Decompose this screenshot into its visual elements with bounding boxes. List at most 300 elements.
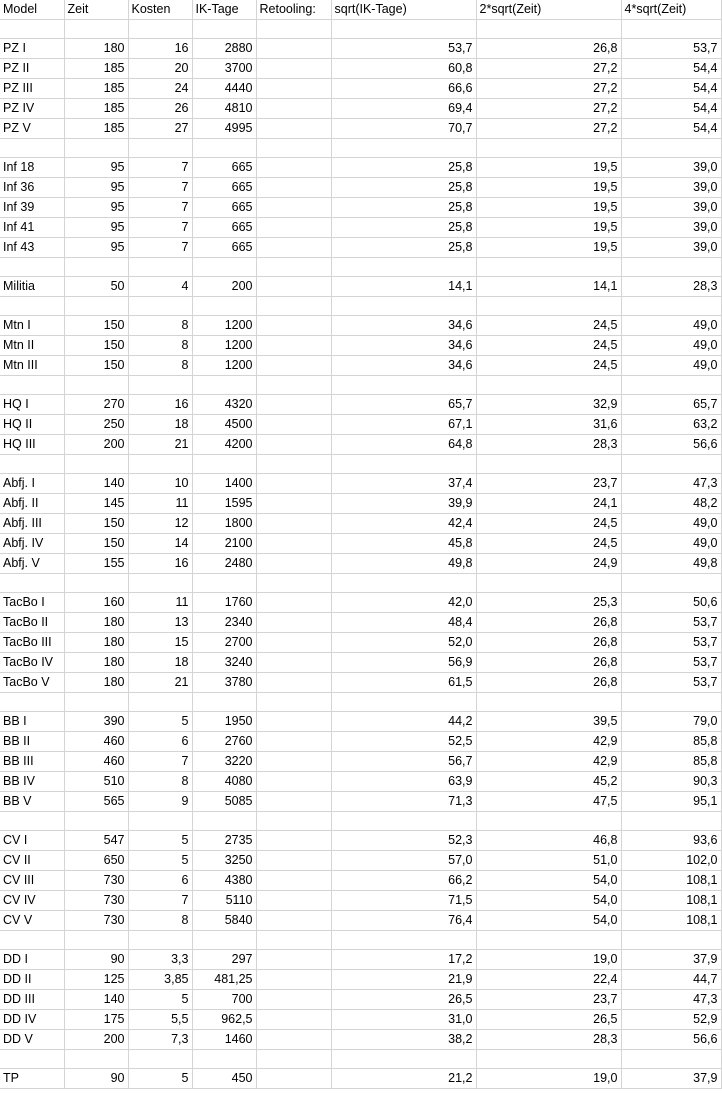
- cell-sqrt-ik-tage[interactable]: 69,4: [331, 99, 476, 119]
- cell-zeit[interactable]: 95: [64, 178, 128, 198]
- cell-zeit[interactable]: 390: [64, 712, 128, 732]
- cell-2-sqrt-zeit[interactable]: 19,0: [476, 1069, 621, 1089]
- cell-ik-tage[interactable]: 2480: [192, 554, 256, 574]
- cell-ik-tage[interactable]: 2735: [192, 831, 256, 851]
- cell-zeit[interactable]: 200: [64, 1030, 128, 1050]
- cell-4-sqrt-zeit[interactable]: 49,0: [621, 514, 721, 534]
- cell-retooling[interactable]: [256, 218, 331, 238]
- cell-4-sqrt-zeit[interactable]: 54,4: [621, 119, 721, 139]
- cell-4-sqrt-zeit[interactable]: 47,3: [621, 474, 721, 494]
- cell-zeit[interactable]: 150: [64, 356, 128, 376]
- cell-sqrt-ik-tage[interactable]: 42,4: [331, 514, 476, 534]
- cell-model[interactable]: Inf 41: [0, 218, 64, 238]
- cell-ik-tage[interactable]: 2760: [192, 732, 256, 752]
- cell-4-sqrt-zeit[interactable]: [621, 574, 721, 593]
- cell-retooling[interactable]: [256, 911, 331, 931]
- cell-kosten[interactable]: 16: [128, 39, 192, 59]
- cell-kosten[interactable]: 8: [128, 316, 192, 336]
- cell-kosten[interactable]: 20: [128, 59, 192, 79]
- cell-retooling[interactable]: [256, 474, 331, 494]
- cell-ik-tage[interactable]: 665: [192, 158, 256, 178]
- cell-kosten[interactable]: 5: [128, 851, 192, 871]
- cell-ik-tage[interactable]: 1595: [192, 494, 256, 514]
- cell-kosten[interactable]: [128, 455, 192, 474]
- cell-2-sqrt-zeit[interactable]: 24,5: [476, 514, 621, 534]
- cell-2-sqrt-zeit[interactable]: 19,0: [476, 950, 621, 970]
- cell-retooling[interactable]: [256, 277, 331, 297]
- cell-retooling[interactable]: [256, 238, 331, 258]
- cell-model[interactable]: Inf 39: [0, 198, 64, 218]
- cell-kosten[interactable]: 6: [128, 732, 192, 752]
- cell-sqrt-ik-tage[interactable]: 25,8: [331, 238, 476, 258]
- cell-ik-tage[interactable]: [192, 20, 256, 39]
- cell-zeit[interactable]: [64, 258, 128, 277]
- cell-model[interactable]: BB V: [0, 792, 64, 812]
- cell-2-sqrt-zeit[interactable]: 22,4: [476, 970, 621, 990]
- cell-zeit[interactable]: 185: [64, 59, 128, 79]
- cell-sqrt-ik-tage[interactable]: 34,6: [331, 356, 476, 376]
- cell-zeit[interactable]: 250: [64, 415, 128, 435]
- cell-2-sqrt-zeit[interactable]: 47,5: [476, 792, 621, 812]
- cell-kosten[interactable]: 7: [128, 198, 192, 218]
- cell-sqrt-ik-tage[interactable]: 56,9: [331, 653, 476, 673]
- cell-ik-tage[interactable]: 665: [192, 218, 256, 238]
- cell-model[interactable]: TacBo I: [0, 593, 64, 613]
- cell-zeit[interactable]: 547: [64, 831, 128, 851]
- cell-4-sqrt-zeit[interactable]: 39,0: [621, 158, 721, 178]
- cell-retooling[interactable]: [256, 1010, 331, 1030]
- cell-kosten[interactable]: 14: [128, 534, 192, 554]
- header-cell-sqrt-ik-tage[interactable]: sqrt(IK-Tage): [331, 0, 476, 20]
- cell-kosten[interactable]: [128, 693, 192, 712]
- cell-zeit[interactable]: 650: [64, 851, 128, 871]
- cell-4-sqrt-zeit[interactable]: 53,7: [621, 653, 721, 673]
- cell-kosten[interactable]: 21: [128, 673, 192, 693]
- cell-retooling[interactable]: [256, 376, 331, 395]
- cell-ik-tage[interactable]: [192, 376, 256, 395]
- cell-2-sqrt-zeit[interactable]: 27,2: [476, 59, 621, 79]
- cell-model[interactable]: PZ II: [0, 59, 64, 79]
- cell-sqrt-ik-tage[interactable]: 52,5: [331, 732, 476, 752]
- cell-zeit[interactable]: [64, 20, 128, 39]
- cell-retooling[interactable]: [256, 772, 331, 792]
- cell-4-sqrt-zeit[interactable]: [621, 139, 721, 158]
- cell-ik-tage[interactable]: 1200: [192, 356, 256, 376]
- cell-2-sqrt-zeit[interactable]: 46,8: [476, 831, 621, 851]
- cell-retooling[interactable]: [256, 732, 331, 752]
- cell-retooling[interactable]: [256, 950, 331, 970]
- cell-4-sqrt-zeit[interactable]: 53,7: [621, 633, 721, 653]
- cell-ik-tage[interactable]: 1760: [192, 593, 256, 613]
- cell-4-sqrt-zeit[interactable]: 56,6: [621, 1030, 721, 1050]
- cell-kosten[interactable]: 8: [128, 336, 192, 356]
- cell-2-sqrt-zeit[interactable]: 54,0: [476, 891, 621, 911]
- header-cell-4-sqrt-zeit[interactable]: 4*sqrt(Zeit): [621, 0, 721, 20]
- cell-sqrt-ik-tage[interactable]: 34,6: [331, 336, 476, 356]
- cell-sqrt-ik-tage[interactable]: 14,1: [331, 277, 476, 297]
- cell-4-sqrt-zeit[interactable]: 63,2: [621, 415, 721, 435]
- cell-kosten[interactable]: 4: [128, 277, 192, 297]
- cell-2-sqrt-zeit[interactable]: 19,5: [476, 238, 621, 258]
- cell-zeit[interactable]: 95: [64, 198, 128, 218]
- cell-zeit[interactable]: 730: [64, 891, 128, 911]
- cell-kosten[interactable]: 18: [128, 653, 192, 673]
- cell-4-sqrt-zeit[interactable]: 48,2: [621, 494, 721, 514]
- cell-zeit[interactable]: [64, 376, 128, 395]
- cell-model[interactable]: [0, 139, 64, 158]
- cell-zeit[interactable]: 460: [64, 752, 128, 772]
- cell-zeit[interactable]: [64, 693, 128, 712]
- cell-ik-tage[interactable]: 4995: [192, 119, 256, 139]
- cell-2-sqrt-zeit[interactable]: 39,5: [476, 712, 621, 732]
- cell-model[interactable]: Abfj. II: [0, 494, 64, 514]
- cell-model[interactable]: PZ IV: [0, 99, 64, 119]
- cell-2-sqrt-zeit[interactable]: [476, 812, 621, 831]
- cell-kosten[interactable]: 7: [128, 218, 192, 238]
- cell-sqrt-ik-tage[interactable]: [331, 931, 476, 950]
- cell-ik-tage[interactable]: 962,5: [192, 1010, 256, 1030]
- cell-retooling[interactable]: [256, 653, 331, 673]
- cell-kosten[interactable]: 27: [128, 119, 192, 139]
- cell-zeit[interactable]: [64, 139, 128, 158]
- cell-ik-tage[interactable]: 481,25: [192, 970, 256, 990]
- cell-2-sqrt-zeit[interactable]: 19,5: [476, 218, 621, 238]
- cell-4-sqrt-zeit[interactable]: 79,0: [621, 712, 721, 732]
- cell-sqrt-ik-tage[interactable]: 53,7: [331, 39, 476, 59]
- cell-retooling[interactable]: [256, 435, 331, 455]
- cell-retooling[interactable]: [256, 593, 331, 613]
- cell-zeit[interactable]: 125: [64, 970, 128, 990]
- cell-retooling[interactable]: [256, 831, 331, 851]
- cell-model[interactable]: [0, 812, 64, 831]
- cell-sqrt-ik-tage[interactable]: 25,8: [331, 178, 476, 198]
- cell-sqrt-ik-tage[interactable]: 52,0: [331, 633, 476, 653]
- cell-kosten[interactable]: 8: [128, 911, 192, 931]
- cell-sqrt-ik-tage[interactable]: 64,8: [331, 435, 476, 455]
- cell-kosten[interactable]: [128, 376, 192, 395]
- cell-model[interactable]: [0, 693, 64, 712]
- cell-model[interactable]: CV III: [0, 871, 64, 891]
- cell-sqrt-ik-tage[interactable]: [331, 139, 476, 158]
- cell-zeit[interactable]: [64, 297, 128, 316]
- cell-sqrt-ik-tage[interactable]: [331, 693, 476, 712]
- cell-kosten[interactable]: 21: [128, 435, 192, 455]
- cell-sqrt-ik-tage[interactable]: 39,9: [331, 494, 476, 514]
- cell-sqrt-ik-tage[interactable]: 42,0: [331, 593, 476, 613]
- cell-4-sqrt-zeit[interactable]: 90,3: [621, 772, 721, 792]
- cell-2-sqrt-zeit[interactable]: 24,9: [476, 554, 621, 574]
- cell-sqrt-ik-tage[interactable]: [331, 297, 476, 316]
- cell-2-sqrt-zeit[interactable]: [476, 1050, 621, 1069]
- cell-4-sqrt-zeit[interactable]: [621, 693, 721, 712]
- cell-model[interactable]: DD II: [0, 970, 64, 990]
- cell-2-sqrt-zeit[interactable]: [476, 258, 621, 277]
- cell-4-sqrt-zeit[interactable]: 85,8: [621, 732, 721, 752]
- cell-retooling[interactable]: [256, 158, 331, 178]
- cell-ik-tage[interactable]: 2100: [192, 534, 256, 554]
- cell-model[interactable]: Mtn III: [0, 356, 64, 376]
- cell-4-sqrt-zeit[interactable]: [621, 931, 721, 950]
- cell-zeit[interactable]: [64, 1050, 128, 1069]
- cell-retooling[interactable]: [256, 356, 331, 376]
- cell-4-sqrt-zeit[interactable]: 108,1: [621, 891, 721, 911]
- cell-kosten[interactable]: 9: [128, 792, 192, 812]
- cell-sqrt-ik-tage[interactable]: 21,2: [331, 1069, 476, 1089]
- cell-zeit[interactable]: 180: [64, 39, 128, 59]
- cell-retooling[interactable]: [256, 258, 331, 277]
- cell-4-sqrt-zeit[interactable]: 47,3: [621, 990, 721, 1010]
- cell-ik-tage[interactable]: 4320: [192, 395, 256, 415]
- cell-sqrt-ik-tage[interactable]: 25,8: [331, 198, 476, 218]
- cell-kosten[interactable]: 3,85: [128, 970, 192, 990]
- cell-2-sqrt-zeit[interactable]: 54,0: [476, 911, 621, 931]
- cell-2-sqrt-zeit[interactable]: 24,5: [476, 356, 621, 376]
- cell-retooling[interactable]: [256, 970, 331, 990]
- cell-model[interactable]: Mtn II: [0, 336, 64, 356]
- cell-2-sqrt-zeit[interactable]: 26,8: [476, 653, 621, 673]
- cell-4-sqrt-zeit[interactable]: 28,3: [621, 277, 721, 297]
- cell-ik-tage[interactable]: 665: [192, 198, 256, 218]
- cell-model[interactable]: TacBo V: [0, 673, 64, 693]
- cell-2-sqrt-zeit[interactable]: 54,0: [476, 871, 621, 891]
- cell-sqrt-ik-tage[interactable]: [331, 376, 476, 395]
- cell-2-sqrt-zeit[interactable]: 24,5: [476, 316, 621, 336]
- cell-retooling[interactable]: [256, 178, 331, 198]
- cell-ik-tage[interactable]: 450: [192, 1069, 256, 1089]
- cell-kosten[interactable]: 16: [128, 395, 192, 415]
- header-cell-ik-tage[interactable]: IK-Tage: [192, 0, 256, 20]
- cell-ik-tage[interactable]: [192, 1050, 256, 1069]
- cell-model[interactable]: [0, 455, 64, 474]
- cell-sqrt-ik-tage[interactable]: 48,4: [331, 613, 476, 633]
- cell-sqrt-ik-tage[interactable]: 76,4: [331, 911, 476, 931]
- header-cell-model[interactable]: Model: [0, 0, 64, 20]
- cell-ik-tage[interactable]: 3240: [192, 653, 256, 673]
- cell-retooling[interactable]: [256, 336, 331, 356]
- cell-sqrt-ik-tage[interactable]: 56,7: [331, 752, 476, 772]
- cell-retooling[interactable]: [256, 415, 331, 435]
- cell-kosten[interactable]: 5: [128, 831, 192, 851]
- cell-kosten[interactable]: 5: [128, 712, 192, 732]
- cell-model[interactable]: Inf 43: [0, 238, 64, 258]
- cell-sqrt-ik-tage[interactable]: 21,9: [331, 970, 476, 990]
- cell-retooling[interactable]: [256, 712, 331, 732]
- cell-kosten[interactable]: 5,5: [128, 1010, 192, 1030]
- cell-zeit[interactable]: 180: [64, 633, 128, 653]
- cell-model[interactable]: TacBo III: [0, 633, 64, 653]
- cell-kosten[interactable]: 8: [128, 772, 192, 792]
- cell-2-sqrt-zeit[interactable]: 19,5: [476, 198, 621, 218]
- cell-model[interactable]: [0, 1050, 64, 1069]
- cell-2-sqrt-zeit[interactable]: 51,0: [476, 851, 621, 871]
- cell-4-sqrt-zeit[interactable]: 39,0: [621, 238, 721, 258]
- cell-ik-tage[interactable]: 1200: [192, 316, 256, 336]
- cell-2-sqrt-zeit[interactable]: 27,2: [476, 119, 621, 139]
- cell-4-sqrt-zeit[interactable]: 53,7: [621, 613, 721, 633]
- cell-zeit[interactable]: 185: [64, 119, 128, 139]
- cell-model[interactable]: [0, 574, 64, 593]
- cell-2-sqrt-zeit[interactable]: [476, 297, 621, 316]
- cell-ik-tage[interactable]: 4200: [192, 435, 256, 455]
- cell-ik-tage[interactable]: 297: [192, 950, 256, 970]
- cell-ik-tage[interactable]: [192, 812, 256, 831]
- cell-2-sqrt-zeit[interactable]: 26,8: [476, 39, 621, 59]
- cell-sqrt-ik-tage[interactable]: 26,5: [331, 990, 476, 1010]
- cell-model[interactable]: [0, 20, 64, 39]
- cell-sqrt-ik-tage[interactable]: 71,5: [331, 891, 476, 911]
- cell-retooling[interactable]: [256, 1050, 331, 1069]
- cell-kosten[interactable]: 8: [128, 356, 192, 376]
- cell-kosten[interactable]: 6: [128, 871, 192, 891]
- cell-2-sqrt-zeit[interactable]: 42,9: [476, 752, 621, 772]
- cell-zeit[interactable]: 730: [64, 871, 128, 891]
- cell-model[interactable]: [0, 258, 64, 277]
- cell-4-sqrt-zeit[interactable]: [621, 1050, 721, 1069]
- cell-model[interactable]: PZ III: [0, 79, 64, 99]
- cell-kosten[interactable]: 7: [128, 158, 192, 178]
- cell-4-sqrt-zeit[interactable]: [621, 297, 721, 316]
- cell-2-sqrt-zeit[interactable]: [476, 376, 621, 395]
- cell-retooling[interactable]: [256, 931, 331, 950]
- cell-retooling[interactable]: [256, 99, 331, 119]
- cell-ik-tage[interactable]: 5085: [192, 792, 256, 812]
- cell-ik-tage[interactable]: 2880: [192, 39, 256, 59]
- cell-sqrt-ik-tage[interactable]: 67,1: [331, 415, 476, 435]
- cell-model[interactable]: TacBo IV: [0, 653, 64, 673]
- cell-model[interactable]: HQ III: [0, 435, 64, 455]
- cell-model[interactable]: DD I: [0, 950, 64, 970]
- cell-2-sqrt-zeit[interactable]: 42,9: [476, 732, 621, 752]
- cell-2-sqrt-zeit[interactable]: 26,8: [476, 613, 621, 633]
- cell-zeit[interactable]: 155: [64, 554, 128, 574]
- cell-sqrt-ik-tage[interactable]: 66,2: [331, 871, 476, 891]
- cell-model[interactable]: CV V: [0, 911, 64, 931]
- cell-sqrt-ik-tage[interactable]: 25,8: [331, 158, 476, 178]
- cell-model[interactable]: Militia: [0, 277, 64, 297]
- cell-ik-tage[interactable]: [192, 455, 256, 474]
- cell-kosten[interactable]: [128, 931, 192, 950]
- cell-2-sqrt-zeit[interactable]: 28,3: [476, 435, 621, 455]
- cell-sqrt-ik-tage[interactable]: [331, 20, 476, 39]
- cell-ik-tage[interactable]: 665: [192, 238, 256, 258]
- cell-4-sqrt-zeit[interactable]: 39,0: [621, 198, 721, 218]
- cell-kosten[interactable]: 5: [128, 1069, 192, 1089]
- cell-4-sqrt-zeit[interactable]: 49,0: [621, 336, 721, 356]
- cell-kosten[interactable]: 7: [128, 891, 192, 911]
- cell-zeit[interactable]: 460: [64, 732, 128, 752]
- cell-kosten[interactable]: 7: [128, 178, 192, 198]
- cell-model[interactable]: [0, 376, 64, 395]
- cell-4-sqrt-zeit[interactable]: 49,0: [621, 316, 721, 336]
- cell-4-sqrt-zeit[interactable]: 44,7: [621, 970, 721, 990]
- cell-model[interactable]: [0, 297, 64, 316]
- cell-sqrt-ik-tage[interactable]: 57,0: [331, 851, 476, 871]
- cell-sqrt-ik-tage[interactable]: 70,7: [331, 119, 476, 139]
- cell-zeit[interactable]: [64, 455, 128, 474]
- cell-ik-tage[interactable]: 1200: [192, 336, 256, 356]
- cell-2-sqrt-zeit[interactable]: [476, 455, 621, 474]
- cell-model[interactable]: DD III: [0, 990, 64, 1010]
- cell-kosten[interactable]: [128, 812, 192, 831]
- cell-4-sqrt-zeit[interactable]: 39,0: [621, 218, 721, 238]
- cell-zeit[interactable]: 185: [64, 79, 128, 99]
- cell-retooling[interactable]: [256, 119, 331, 139]
- cell-retooling[interactable]: [256, 673, 331, 693]
- cell-4-sqrt-zeit[interactable]: 102,0: [621, 851, 721, 871]
- cell-retooling[interactable]: [256, 514, 331, 534]
- cell-2-sqrt-zeit[interactable]: 23,7: [476, 474, 621, 494]
- cell-model[interactable]: [0, 931, 64, 950]
- cell-model[interactable]: CV I: [0, 831, 64, 851]
- cell-4-sqrt-zeit[interactable]: 54,4: [621, 79, 721, 99]
- cell-ik-tage[interactable]: 200: [192, 277, 256, 297]
- cell-zeit[interactable]: 160: [64, 593, 128, 613]
- cell-2-sqrt-zeit[interactable]: 28,3: [476, 1030, 621, 1050]
- cell-retooling[interactable]: [256, 990, 331, 1010]
- cell-retooling[interactable]: [256, 851, 331, 871]
- cell-model[interactable]: Inf 36: [0, 178, 64, 198]
- cell-retooling[interactable]: [256, 198, 331, 218]
- cell-retooling[interactable]: [256, 871, 331, 891]
- cell-2-sqrt-zeit[interactable]: 23,7: [476, 990, 621, 1010]
- cell-sqrt-ik-tage[interactable]: 63,9: [331, 772, 476, 792]
- cell-sqrt-ik-tage[interactable]: 38,2: [331, 1030, 476, 1050]
- cell-4-sqrt-zeit[interactable]: 108,1: [621, 911, 721, 931]
- cell-sqrt-ik-tage[interactable]: 34,6: [331, 316, 476, 336]
- cell-kosten[interactable]: 16: [128, 554, 192, 574]
- cell-ik-tage[interactable]: 2700: [192, 633, 256, 653]
- cell-2-sqrt-zeit[interactable]: [476, 139, 621, 158]
- cell-zeit[interactable]: 180: [64, 653, 128, 673]
- cell-kosten[interactable]: 10: [128, 474, 192, 494]
- header-cell-retooling[interactable]: Retooling:: [256, 0, 331, 20]
- cell-4-sqrt-zeit[interactable]: 52,9: [621, 1010, 721, 1030]
- cell-2-sqrt-zeit[interactable]: 19,5: [476, 178, 621, 198]
- cell-4-sqrt-zeit[interactable]: [621, 376, 721, 395]
- cell-ik-tage[interactable]: 2340: [192, 613, 256, 633]
- cell-zeit[interactable]: 150: [64, 534, 128, 554]
- cell-4-sqrt-zeit[interactable]: 39,0: [621, 178, 721, 198]
- cell-ik-tage[interactable]: 3220: [192, 752, 256, 772]
- cell-ik-tage[interactable]: 4500: [192, 415, 256, 435]
- cell-ik-tage[interactable]: 4080: [192, 772, 256, 792]
- cell-retooling[interactable]: [256, 494, 331, 514]
- cell-sqrt-ik-tage[interactable]: 49,8: [331, 554, 476, 574]
- cell-kosten[interactable]: [128, 258, 192, 277]
- cell-kosten[interactable]: 26: [128, 99, 192, 119]
- cell-retooling[interactable]: [256, 613, 331, 633]
- cell-kosten[interactable]: 5: [128, 990, 192, 1010]
- cell-zeit[interactable]: 510: [64, 772, 128, 792]
- cell-zeit[interactable]: 90: [64, 1069, 128, 1089]
- cell-model[interactable]: PZ V: [0, 119, 64, 139]
- cell-model[interactable]: Abfj. V: [0, 554, 64, 574]
- cell-model[interactable]: Abfj. I: [0, 474, 64, 494]
- cell-4-sqrt-zeit[interactable]: 93,6: [621, 831, 721, 851]
- cell-sqrt-ik-tage[interactable]: 66,6: [331, 79, 476, 99]
- cell-ik-tage[interactable]: [192, 693, 256, 712]
- cell-retooling[interactable]: [256, 1069, 331, 1089]
- cell-zeit[interactable]: 565: [64, 792, 128, 812]
- cell-zeit[interactable]: 140: [64, 474, 128, 494]
- cell-sqrt-ik-tage[interactable]: [331, 1050, 476, 1069]
- cell-ik-tage[interactable]: 1800: [192, 514, 256, 534]
- cell-ik-tage[interactable]: 4380: [192, 871, 256, 891]
- cell-kosten[interactable]: 3,3: [128, 950, 192, 970]
- cell-4-sqrt-zeit[interactable]: 50,6: [621, 593, 721, 613]
- cell-kosten[interactable]: 7: [128, 238, 192, 258]
- cell-ik-tage[interactable]: 3780: [192, 673, 256, 693]
